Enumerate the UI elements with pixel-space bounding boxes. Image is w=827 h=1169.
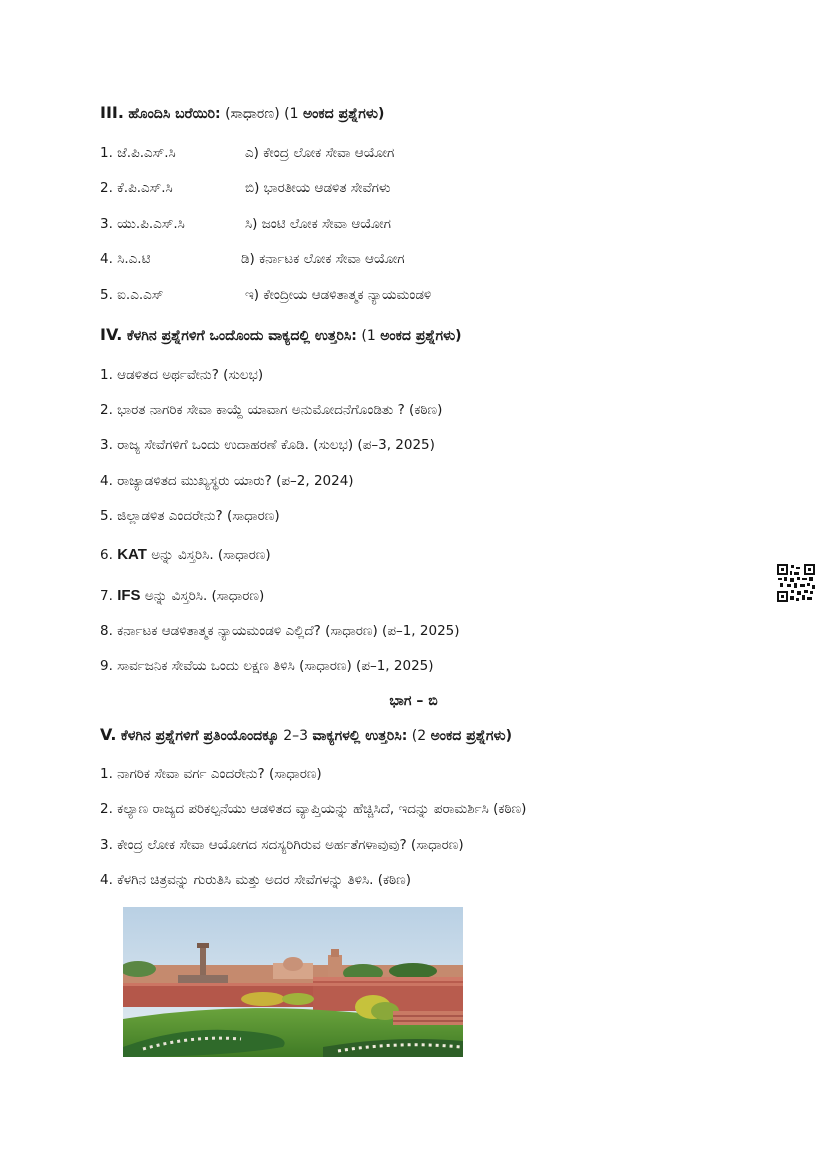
section-3-number: III.	[100, 103, 124, 122]
section-5-meta: (2	[411, 728, 427, 744]
building-photo	[123, 907, 463, 1057]
match-right-b: ಬಿ) ಭಾರತೀಯ ಆಡಳಿತ ಸೇವೆಗಳು	[245, 180, 391, 196]
question-4-1: 1. ಆಡಳಿತದ ಅರ್ಥವೇನು? (ಸುಲಭ)	[100, 367, 264, 383]
match-right-c: ಸಿ) ಜಂಟಿ ಲೋಕ ಸೇವಾ ಆಯೋಗ	[245, 216, 391, 232]
section-5-title-2: ವಾಕ್ಯಗಳಲ್ಲಿ ಉತ್ತರಿಸಿ:	[312, 728, 408, 744]
match-right-d: ಡಿ) ಕರ್ನಾಟಕ ಲೋಕ ಸೇವಾ ಆಯೋಗ	[241, 251, 405, 267]
match-right-a: ಎ) ಕೇಂದ್ರ ಲೋಕ ಸೇವಾ ಆಯೋಗ	[245, 145, 395, 161]
question-4-6-text: ಅನ್ನು ವಿಸ್ತರಿಸಿ. (ಸಾಧಾರಣ)	[151, 547, 271, 563]
section-4-meta: (1	[361, 328, 376, 344]
section-5-title: ಕೆಳಗಿನ ಪ್ರಶ್ನೆಗಳಿಗೆ ಪ್ರತಿಂಯೊಂದಕ್ಕೂ	[120, 728, 279, 744]
question-4-2: 2. ಭಾರತ ನಾಗರಿಕ ಸೇವಾ ಕಾಯ್ದೆ ಯಾವಾಗ ಅನುಮೋದನೆಗೊಂಡಿತು ? (ಕಠಿಣ)	[100, 402, 443, 418]
question-4-5: 5. ಜಿಲ್ಲಾಡಳಿತ ಎಂದರೇನು? (ಸಾಧಾರಣ)	[100, 508, 280, 524]
question-4-4: 4. ರಾಜ್ಯಾಡಳಿತದ ಮುಖ್ಯಸ್ಥರು ಯಾರು? (ಪ–2, 2024)	[100, 473, 354, 489]
question-4-6-number: 6.	[100, 547, 113, 563]
section-4-number: IV.	[100, 325, 123, 344]
section-5-range: 2–3	[283, 728, 309, 744]
section-5-number: V.	[100, 725, 117, 744]
question-4-7-abbr: IFS	[117, 587, 141, 604]
match-left-2: 2. ಕೆ.ಪಿ.ಎಸ್.ಸಿ	[100, 180, 173, 196]
section-3-meta: (ಸಾಧಾರಣ) (1	[225, 106, 299, 122]
section-5-heading	[100, 725, 512, 744]
question-4-6	[100, 546, 271, 563]
section-3-heading	[100, 103, 384, 122]
question-4-7	[100, 587, 264, 604]
match-left-3: 3. ಯು.ಪಿ.ಎಸ್.ಸಿ	[100, 216, 185, 232]
question-5-2: 2. ಕಲ್ಯಾಣ ರಾಜ್ಯದ ಪರಿಕಲ್ಪನೆಯು ಆಡಳಿತದ ವ್ಯಾಪ್ತಿಯನ್ನು ಹೆಚ್ಚಿಸಿದೆ, ಇದನ್ನು ಪರಾಮರ್ಶಿಸಿ (ಕಠಿಣ)	[100, 801, 527, 817]
question-4-3: 3. ರಾಜ್ಯ ಸೇವೆಗಳಿಗೆ ಒಂದು ಉದಾಹರಣೆ ಕೊಡಿ. (ಸುಲಭ) (ಪ–3, 2025)	[100, 437, 435, 453]
question-4-9: 9. ಸಾರ್ವಜನಿಕ ಸೇವೆಯ ಒಂದು ಲಕ್ಷಣ ತಿಳಿಸಿ (ಸಾಧಾರಣ) (ಪ–1, 2025)	[100, 658, 434, 674]
question-4-6-abbr: KAT	[117, 546, 147, 563]
question-4-7-number: 7.	[100, 588, 113, 604]
match-left-1: 1. ಜೆ.ಪಿ.ಎಸ್.ಸಿ	[100, 145, 176, 161]
section-3-marks: ಅಂಕದ ಪ್ರಶ್ನೆಗಳು)	[302, 106, 385, 122]
question-4-8: 8. ಕರ್ನಾಟಕ ಆಡಳಿತಾತ್ಮಕ ನ್ಯಾಯಮಂಡಳಿ ಎಲ್ಲಿದೆ? (ಸಾಧಾರಣ) (ಪ–1, 2025)	[100, 623, 460, 639]
question-5-4: 4. ಕೆಳಗಿನ ಚಿತ್ರವನ್ನು ಗುರುತಿಸಿ ಮತ್ತು ಅದರ ಸೇವೆಗಳನ್ನು ತಿಳಿಸಿ. (ಕಠಿಣ)	[100, 872, 412, 888]
qr-code	[777, 564, 815, 602]
section-3-title: ಹೊಂದಿಸಿ ಬರೆಯಿರಿ:	[128, 106, 221, 122]
section-5-marks: ಅಂಕದ ಪ್ರಶ್ನೆಗಳು)	[430, 728, 512, 744]
match-right-e: ಇ) ಕೇಂದ್ರೀಯ ಆಡಳಿತಾತ್ಮಕ ನ್ಯಾಯಮಂಡಳಿ	[245, 287, 432, 303]
section-4-heading	[100, 325, 462, 344]
question-5-3: 3. ಕೇಂದ್ರ ಲೋಕ ಸೇವಾ ಆಯೋಗದ ಸದಸ್ಯರಿಗಿರುವ ಅರ್ಹತೆಗಳಾವುವು? (ಸಾಧಾರಣ)	[100, 837, 464, 853]
match-left-4: 4. ಸಿ.ಎ.ಟಿ	[100, 251, 151, 267]
section-4-title: ಕೆಳಗಿನ ಪ್ರಶ್ನೆಗಳಿಗೆ ಒಂದೊಂದು ವಾಕ್ಯದಲ್ಲಿ ಉತ್ತರಿಸಿ:	[126, 328, 357, 344]
section-4-marks: ಅಂಕದ ಪ್ರಶ್ನೆಗಳು)	[380, 328, 462, 344]
part-b-title: ಭಾಗ – ಬಿ	[389, 693, 438, 709]
question-4-7-text: ಅನ್ನು ವಿಸ್ತರಿಸಿ. (ಸಾಧಾರಣ)	[144, 588, 265, 604]
question-5-1: 1. ನಾಗರಿಕ ಸೇವಾ ವರ್ಗ ಎಂದರೇನು? (ಸಾಧಾರಣ)	[100, 766, 322, 782]
match-left-5: 5. ಐ.ಎ.ಎಸ್	[100, 287, 164, 303]
